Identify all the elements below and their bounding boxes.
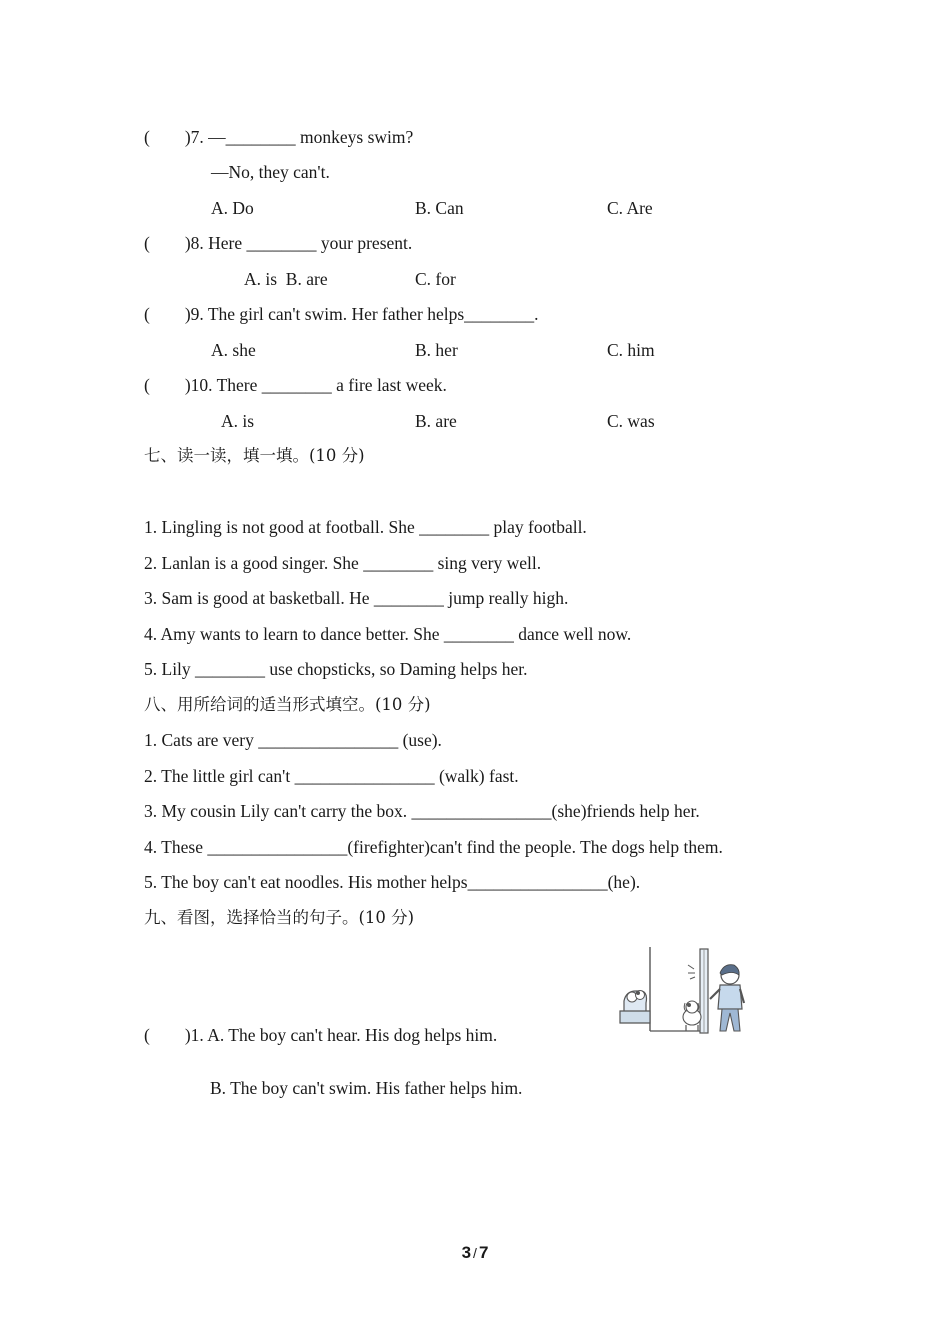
boy-door-dog-illustration xyxy=(612,943,748,1043)
section-7-heading: 七、读一读，填一填。(10 分) xyxy=(144,446,365,465)
question-9-option-a: A. she xyxy=(211,340,256,360)
question-9-option-c: C. him xyxy=(607,340,655,360)
section-7-item-2: 2. Lanlan is a good singer. She ________ sing very well. xyxy=(144,553,542,573)
section-8-item-2: 2. The little girl can't ________________ (walk) fast. xyxy=(144,766,519,786)
question-8-options-ab: A. is B. are xyxy=(244,269,328,289)
section-7-item-1: 1. Lingling is not good at football. She ________ play football. xyxy=(144,517,587,537)
question-8-stem: ( )8. Here ________ your present. xyxy=(144,233,413,253)
question-10-stem: ( )10. There ________ a fire last week. xyxy=(144,375,447,395)
section-7-item-5: 5. Lily ________ use chopsticks, so Daming helps her. xyxy=(144,659,528,679)
section-7-item-3: 3. Sam is good at basketball. He ________ jump really high. xyxy=(144,588,569,608)
question-9-stem: ( )9. The girl can't swim. Her father helps________. xyxy=(144,304,539,324)
section-8-item-1: 1. Cats are very ________________ (use). xyxy=(144,730,442,750)
question-7-option-b: B. Can xyxy=(415,198,464,218)
section-8-item-5: 5. The boy can't eat noodles. His mother helps________________(he). xyxy=(144,872,641,892)
current-page: 3 xyxy=(461,1243,472,1262)
question-7-stem: ( )7. —________ monkeys swim? xyxy=(144,127,414,147)
section-7-item-4: 4. Amy wants to learn to dance better. She ________ dance well now. xyxy=(144,624,632,644)
section-8-item-3: 3. My cousin Lily can't carry the box. ________________(she)friends help her. xyxy=(144,801,700,821)
page-separator: / xyxy=(473,1245,477,1261)
question-7-response: —No, they can't. xyxy=(211,162,330,182)
question-9-option-b: B. her xyxy=(415,340,458,360)
total-pages: 7 xyxy=(478,1243,489,1262)
question-7-option-c: C. Are xyxy=(607,198,653,218)
section-8-item-4: 4. These ________________(firefighter)can't find the people. The dogs help them. xyxy=(144,837,723,857)
question-10-option-c: C. was xyxy=(607,411,655,431)
question-10-option-a: A. is xyxy=(221,411,255,431)
page-number xyxy=(0,1243,950,1263)
section-9-heading: 九、看图，选择恰当的句子。(10 分) xyxy=(144,908,415,927)
section-9-question-1-option-b: B. The boy can't swim. His father helps him. xyxy=(210,1078,523,1098)
question-10-option-b: B. are xyxy=(415,411,457,431)
question-7-option-a: A. Do xyxy=(211,198,254,218)
section-8-heading: 八、用所给词的适当形式填空。(10 分) xyxy=(144,695,431,714)
question-8-option-c: C. for xyxy=(415,269,456,289)
section-9-question-1-option-a: ( )1. A. The boy can't hear. His dog helps him. xyxy=(144,1025,498,1045)
